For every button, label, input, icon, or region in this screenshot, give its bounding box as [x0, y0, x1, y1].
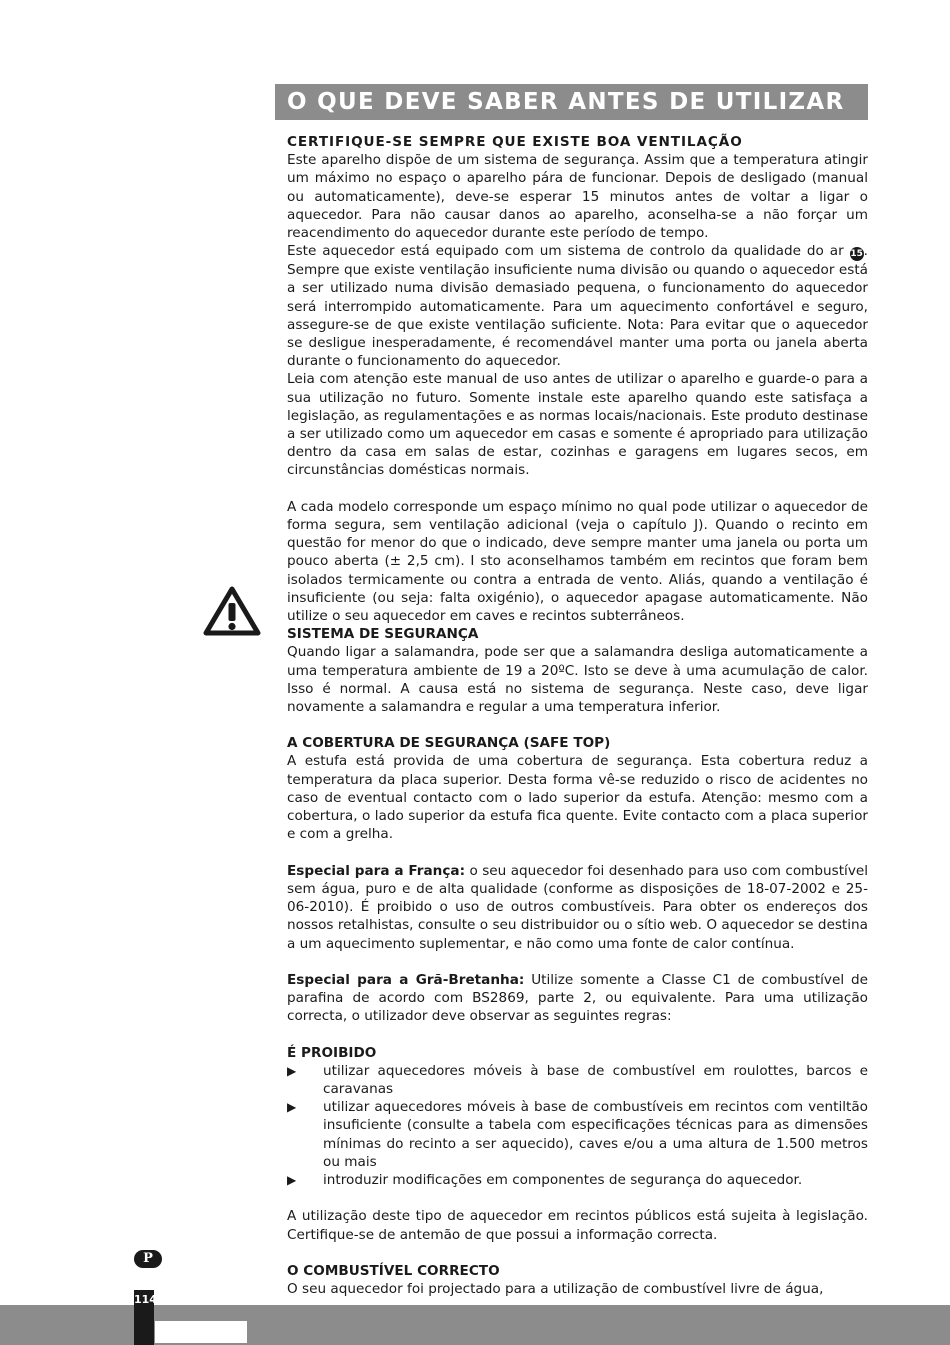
paragraph: Leia com atenção este manual de uso antes de utilizar o aparelho e guarde-o para a sua utilização no futuro. Somente instale este aparelho quando este satisfaça a legislação, as regulamentações e as normas locais/nacionais. Este produto destinase a ser utilizado como um aquecedor em casas e somente é apropriado para utilização dentro da casa em salas de estar, cozinhas e garagens em lugares secos, em circunstâncias domésticas normais.: [287, 371, 868, 479]
france-text: o seu aquecedor foi desenhado para uso com combustível sem água, puro e de alta qualidade (conforme as disposições de 18-07-2002 e 25-06-2010). É proibido o uso de outros combustíveis. Para obter os endereços dos nossos retalhistas, consulte o seu distribuidor ou o sítio web. O aquecedor se destina a um aquecimento suplementar, e não como uma fonte de calor contínua.: [287, 862, 869, 952]
list-item: [287, 1171, 868, 1189]
paragraph: A utilização deste tipo de aquecedor em recintos públicos está sujeita à legislação. Certifique-se de antemão de que possui a informação correcta.: [287, 1208, 868, 1243]
list-item: [287, 1062, 868, 1098]
paragraph-text: Este aquecedor está equipado com um sistema de controlo da qualidade do ar: [287, 243, 844, 260]
france-label: Especial para a França:: [287, 862, 466, 879]
paragraph: A cada modelo corresponde um espaço mínimo no qual pode utilizar o aquecedor de forma segura, sem ventilação adicional (veja o capítulo J). Quando o recinto em questão for menor do que o indicado, deve sempre manter uma janela ou porta um pouco aberta (± 2,5 cm). I sto aconselhamos também em recintos que foram bem isolados termicamente ou contra a entrada de vento. Aliás, quando a ventilação é insuficiente (ou seja: falta oxigénio), o aquecedor apagase automaticamente. Não utilize o seu aquecedor em caves e recintos subterrâneos.: [287, 498, 868, 625]
bullet-arrow-icon: ▶: [287, 1063, 297, 1078]
paragraph-text: . Sempre que existe ventilação insuficiente numa divisão ou quando o aquecedor está a ser utilizado numa divisão demasiado pequena, o funcionamento do aquecedor será interrompido automaticamente. Para um aquecimento confortável e seguro, assegure-se de que existe ventilação suficiente. Nota: Para evitar que o aquecedor se desligue inesperadamente, é recomendável manter uma porta ou janela aberta durante o funcionamento do aquecedor.: [287, 243, 868, 370]
paragraph: Quando ligar a salamandra, pode ser que a salamandra desliga automaticamente a uma temperatura ambiente de 19 a 20ºC. Isto se deve à uma acumulação de calor. Isso é normal. A causa está no sistema de segurança. Neste caso, deve ligar novamente a salamandra e regular a uma temperatura inferior.: [287, 644, 868, 716]
list-item: [287, 1098, 868, 1171]
list-item-text: utilizar aquecedores móveis à base de combustível em roulottes, barcos e caravanas: [323, 1062, 868, 1097]
section-heading-safe-top: A COBERTURA DE SEGURANÇA (SAFE TOP): [287, 735, 611, 752]
section-heading-fuel: O COMBUSTÍVEL CORRECTO: [287, 1262, 500, 1279]
bullet-arrow-icon: ▶: [287, 1100, 297, 1115]
warning-icon: [203, 586, 261, 636]
paragraph: Este aparelho dispõe de um sistema de segurança. Assim que a temperatura atingir um máximo no espaço o aparelho pára de funcionar. Depois de desligado (manual ou automaticamente), deve-se esperar 15 minutos antes de voltar a ligar o aquecedor. Para não causar danos ao aparelho, aconselha-se a não forçar um reacendimento do aquecedor durante este período de tempo.: [287, 152, 868, 242]
britain-text: Utilize somente a Classe C1 de combustível de parafina de acordo com BS2869, parte 2, ou equivalente. Para uma utilização correcta, o utilizador deve observar as seguintes regras:: [287, 971, 868, 1025]
prohibited-list: [287, 1062, 868, 1189]
footer-box: [155, 1321, 247, 1343]
britain-label: Especial para a Grã-Bretanha:: [287, 971, 525, 988]
paragraph: O seu aquecedor foi projectado para a utilização de combustível livre de água,: [287, 1280, 824, 1297]
paragraph: [287, 242, 868, 370]
section-heading-ventilation: CERTIFIQUE-SE SEMPRE QUE EXISTE BOA VENTILAÇÃO: [287, 134, 743, 150]
bullet-arrow-icon: ▶: [287, 1172, 297, 1187]
list-item-text: introduzir modificações em componentes de segurança do aquecedor.: [323, 1171, 803, 1188]
paragraph: A estufa está provida de uma cobertura de segurança. Esta cobertura reduz a temperatura da placa superior. Desta forma vê-se reduzido o risco de acidentes no caso de eventual contacto com o lado superior da estufa. Atenção: mesmo com a cobertura, o lado superior da estufa fica quente. Evite contacto com a placa superior e com a grelha.: [287, 753, 868, 843]
page-number: 114: [134, 1290, 154, 1345]
main-content: [287, 133, 868, 1298]
language-badge: P: [134, 1250, 162, 1268]
section-heading-safety-system: SISTEMA DE SEGURANÇA: [287, 626, 479, 643]
page-title: O QUE DEVE SABER ANTES DE UTILIZAR: [275, 84, 868, 120]
list-item-text: utilizar aquecedores móveis à base de combustíveis em recintos com ventiltão insuficiente (consulte a tabela com especificações técnicas para as dimensões mínimas do recinto a ser aquecido), caves e/ou a uma altura de 1.500 metros ou mais: [323, 1099, 868, 1170]
paragraph-britain: [287, 971, 868, 1026]
paragraph-france: [287, 862, 868, 953]
figure-reference-badge: 15: [850, 249, 863, 260]
section-heading-prohibited: É PROIBIDO: [287, 1044, 377, 1061]
